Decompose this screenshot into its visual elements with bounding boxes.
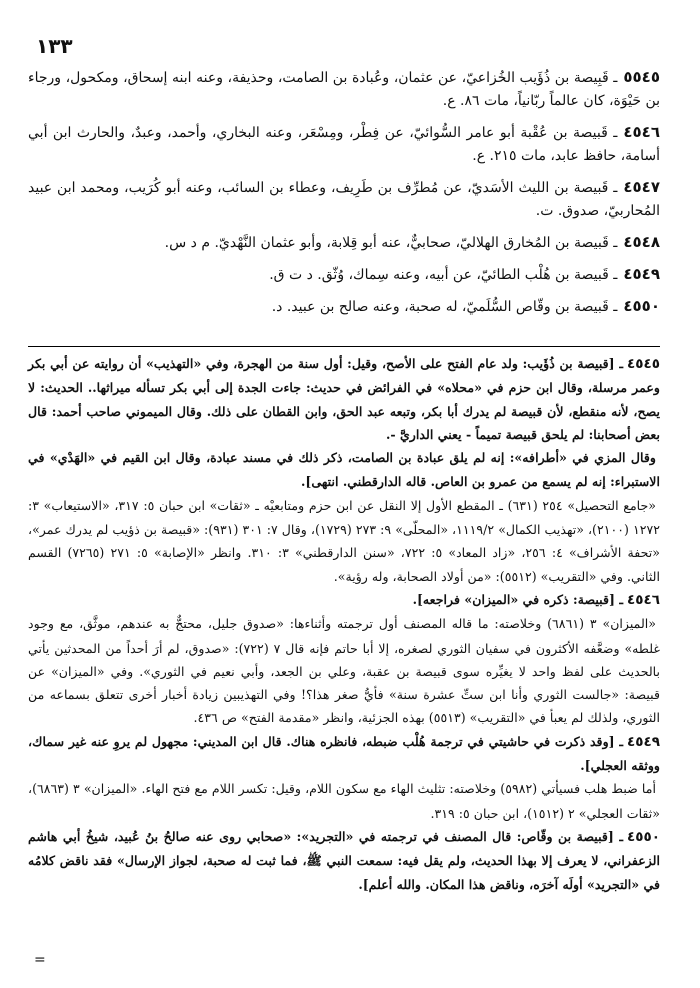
entry-number: ٤٥٤٦ [623, 123, 660, 141]
footnote-divider [28, 346, 660, 347]
main-entries [28, 66, 660, 327]
entry [28, 176, 660, 223]
entry-number: ٤٥٥٠ [623, 297, 660, 315]
footnotes [28, 352, 660, 896]
footnote-text: ـ [وقد ذكرت في حاشيتي في ترجمة هُلْب ضبطه، فانظره هناك. قال ابن المديني: مجهول لم يروِ عنه غير سماك، ووثقه العجلي]. [28, 733, 660, 774]
entry-number: ٤٥٤٧ [623, 178, 660, 196]
footnote-text: ـ [قبيصة بن وقّاص: قال المصنف في ترجمته في «التجريد»: «صحابي روى عنه صالحُ بنُ عُبيد، شيخُ أبي هاشم الزعفراني، لا يعرف إلا بهذا الحديث، ولم يقل فيه: سمعت النبي ﷺ، فما ثبت له صحبة، لجواز الإرسال» فقد ناقض كلامُه في «التجريد» أولَه آخرَه، وناقض هذا المكان. والله أعلم]. [28, 828, 660, 892]
entry [28, 231, 660, 255]
entry-text: ـ قَبيصة بن وقّاص السُّلَميّ، له صحبة، وعنه صالح بن عبيد. د. [271, 299, 618, 315]
footnote-text: أما ضبط هلب فسيأتي (٥٩٨٢) وخلاصته: تثليث الهاء مع سكون اللام، وقيل: تكسر اللام مع فتح الهاء. «الميزان» ٣ (٦٨٦٣)، «ثقات العجلي» ٢ (١٥١٢)، ابن حبان ٥: ٣١٩. [28, 781, 660, 821]
entry-text: ـ قَبيصة بن عُقْبة أبو عامر السُّوائيّ، عن فِطْر، ومِسْعَر، وعنه البخاري، وأحمد، وعبدٌ، والحارث ابن أبي أسامة، حافظ عابد، مات ٢١٥. ع. [28, 125, 660, 164]
entry-text: ـ قَبيصة بن المُخارق الهلاليّ، صحابيٌّ، عنه أبو قِلابة، وأبو عثمان النَّهْديّ. م د س. [164, 235, 618, 251]
footnote-number: ٤٥٥٠ [627, 828, 660, 845]
entry-number: ٤٥٤٨ [623, 233, 660, 251]
footnote-text: «جامع التحصيل» ٢٥٤ (٦٣١) ـ المقطع الأول إلا النقل عن ابن حزم ومتابعيْه ـ «ثقات» ابن حبان ٥: ٣١٧، «الاستيعاب» ٣: ١٢٧٢ (٢١٠٠)، «تهذيب الكمال» ١١١٩/٢، «المحلّى» ٩: ٢٧٣ (١٧٢٩)، وقال ٧: ٣٠١ (٩٣١): «قبيصة بن ذؤيب لم يدرك عمر»، «تحفة الأشراف» ٤: ٢٥٦، «زاد المعاد» ٥: ٧٢٢، «سنن الدارقطني» ٣: ٣١٠. وانظر «الإصابة» ٥: ٢٧١ (٧٢٦٥) القسم الثاني. وفي «التقريب» (٥٥١٢): «من أولاد الصحابة، وله رؤية». [28, 497, 661, 584]
footnote [28, 588, 660, 612]
entry-text: ـ قَبِيصة بن ذُؤَيب الخُزاعيّ، عن عثمان، وعُبادة بن الصامت، وحذيفة، وعنه ابنه إسحاق، ومكحول، ورجاء بن حَيْوَة، كان عالماً ربّانياً، مات ٨٦. ع. [28, 70, 660, 109]
footnote [28, 352, 660, 446]
footnote [28, 777, 660, 825]
page-number: ١٣٣ [36, 34, 73, 58]
entry [28, 66, 660, 113]
footnote [28, 612, 660, 729]
footnote-text: ـ [قبيصة: ذكره في «الميزان» فراجعه]. [412, 591, 624, 607]
footnote-text: ـ [قبيصة بن ذُؤَيب: ولد عام الفتح على الأصح، وقيل: أول سنة من الهجرة، وفي «التهذيب» أن روايته عن أبي بكر وعمر مرسلة، وقال ابن حزم في «محلاه» في الفرائض في حديث: جاءت الجدة إلى أبي بكر تسأله ميراثها.. الحديث: لا يصح، لأنه منقطع، لأن قبيصة لم يدرك أبا بكر، وتبعه عبد الحق، وابن القطان على ذلك. وقال الميموني صاحب أحمد: قال بعض أصحابنا: لم يلحق قبيصة تميماً - يعني الداريَّ -. [28, 356, 660, 442]
entry [28, 295, 660, 319]
footnote [28, 494, 660, 588]
entry-number: ٥٥٤٥ [623, 68, 660, 86]
entry-text: ـ قَبيصة بن الليث الأسَديّ، عن مُطرِّف بن طَرِيف، وعطاء بن السائب، وعنه أبو كُرَيب، ومحمد ابن عبيد المُحاربيّ، صدوق. ت. [28, 180, 660, 219]
entry [28, 121, 660, 168]
entry [28, 263, 660, 287]
footnote-number: ٤٥٤٩ [627, 733, 660, 750]
footnote-text: وقال المزي في «أطرافه»: إنه لم يلق عبادة بن الصامت، ذكر ذلك في مسند عبادة، وقال ابن القيم في «الهَدْي» في الاستبراء: إنه لم يسمع من عمرو بن العاص. قاله الدارقطني. انتهى]. [28, 450, 660, 490]
footnote-number: ٤٥٤٥ [627, 356, 660, 372]
footnote [28, 446, 660, 494]
entry-text: ـ قَبيصة بن هُلْب الطائيّ، عن أبيه، وعنه سِماك، وُثّق. د ت ق. [269, 267, 618, 283]
footnote-number: ٤٥٤٦ [627, 591, 660, 608]
footnote [28, 825, 660, 896]
footnote-text: «الميزان» ٣ (٦٨٦١) وخلاصته: ما قاله المصنف أول ترجمته وأثناءها: «صدوق جليل، محتجٌّ به عندهم، موثَّق، مع وجود غلطه» وضعَّفه الأكثرون في سفيان الثوري لصغره، إلا أبا حاتم فإنه قال ٧ (٧٢٢): «صدوق، لم أرَ أحداً من المحدثين يأتي بالحديث على لفظ واحد لا يغيِّره سوى قبيصة بن عقبة، وعلي بن الجعد، وأبي نعيم في الثوري». وفي «الميزان» عن قبيصة: «جالست الثوري وأنا ابن ستِّ عشرة سنة» فأيُّ صغر هذا؟! وفي التهذيبين زيادة أخبار أخرى تتعلق بسماعه من الثوري، ولذلك لم يعبأ في «التقريب» (٥٥١٣) بهذه الجزئية، وانظر «مقدمة الفتح» ص ٤٣٦. [28, 616, 660, 726]
page-bottom-mark: = [34, 952, 46, 968]
entry-number: ٤٥٤٩ [623, 265, 660, 283]
footnote [28, 730, 660, 778]
